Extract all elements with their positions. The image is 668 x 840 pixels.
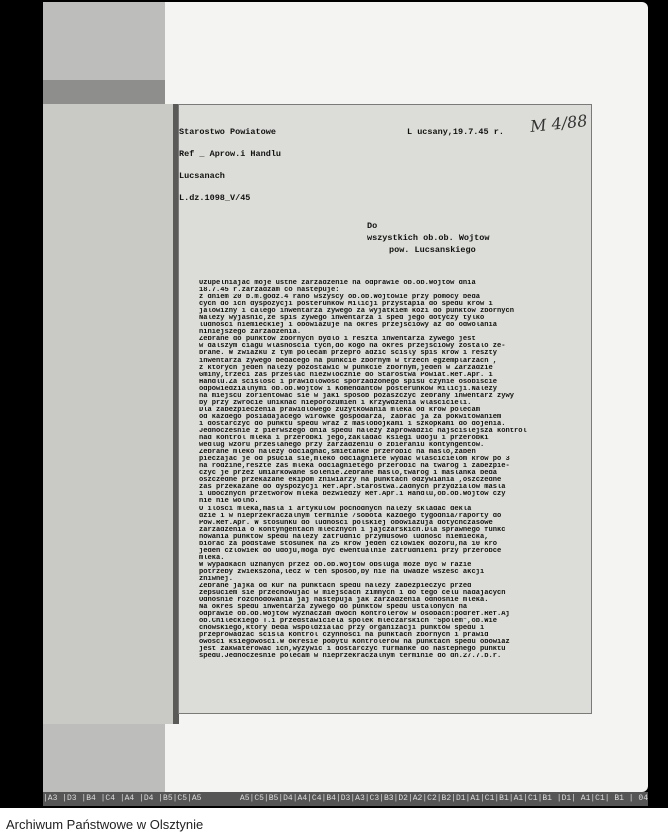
body-line: mleka. <box>199 554 225 562</box>
body-line: jalowizny i calego inwentarza zywego za wyjatkiem kozi do punktow zbornych <box>199 308 515 316</box>
body-line: Nalezy wyjasnic,ze spis zywego inwentarza i sped jego dotyczy tylko <box>199 315 485 323</box>
scale-left: |A3 |D3 |B4 |C4 |A4 |D4 |B5|C5|A5 <box>43 794 202 803</box>
body-line: na miejscu zorientowac sie w jaki sposob pozaszczyc zebrany inwentarz zywy <box>199 392 515 400</box>
body-line: od kazdego posiadajacego wirowke gospodarza, zabrac ja za pokwitowaniem <box>199 413 502 421</box>
body-line: Pow.Ref.Apr. W stosunku do ludnosci polskiej obowiazuja dotychczasowe <box>199 519 493 527</box>
body-line: nowania punktow spedu nalezy zatrudnic przymusowo ludnosc niemiecka, <box>199 533 489 541</box>
folder-band <box>43 80 165 104</box>
department-name: Ref _ Aprow.i Handlu <box>179 149 282 159</box>
body-line: zas przekazane do dyspozycji Ref.Apr.Starostwa.Zadnych przydzialow masla <box>199 484 506 492</box>
body-line: owosci ksiegowosci.W okresie pobytu Kontrolerow na punktach spedu obowiaz <box>199 639 510 647</box>
archive-name: Archiwum Państwowe w Olsztynie <box>6 817 204 832</box>
body-line: przeprowadzac scisla kontrol czynnosci na punktach zbornych i prawid <box>199 632 489 640</box>
body-line: Zebrane mleko nalezy odciagnac,smietanke przerobic na maslo,zaben <box>199 449 476 457</box>
body-line: i dostarczyc do punktu spedu wraz z maslobojkami i szkopkami do dojenia. <box>199 420 506 428</box>
film-edge <box>0 0 43 808</box>
footer-bar <box>0 808 668 840</box>
body-line: Handlu.Za scislosc i prawidlowosc sporzadzonego spisu czynie osobiscie <box>199 378 497 386</box>
body-line: Jednoczesnie z pierwszego dnia spedu nalezy zaprowadzic najscislejsza kontrol <box>199 427 527 435</box>
office-city: Lucsanach <box>179 171 225 181</box>
body-line: Gminy,trzeci zas przeslac niezwlocznie do Starostwa Powiat.Ref.Apr. i <box>199 371 493 379</box>
body-line: Dla zabezpieczenia prawidlowego zuzytkowania mleka od krow polecam <box>199 406 480 414</box>
body-line: oszczedne przekazane ekipom zniwiarzy na punktach odzywiania ,oszczedne <box>199 477 502 485</box>
body-line: jeden czlowiek do udoju,moga byc ewentualnie zatrudnieni przy przerobce <box>199 547 502 555</box>
body-line: biorac za podstawe stosunek na 25 krow jeden czlowiek dozoru,na 10 kro <box>199 540 497 548</box>
body-line: odprawie ob.ob.Wojtow wyznaczam dwoch Kontrolerow w osobach:podref.Ref.Aj <box>199 611 510 619</box>
film-scale <box>43 792 648 806</box>
body-line: Zebrane do punktow zbornych bydlo i reszta inwentarza zywego jest <box>199 336 476 344</box>
body-line: nad kontrol mleka i przerobki jego,zakladac ksiegi udoju i przerobki <box>199 435 489 443</box>
body-line: chowskiego,ktory beda wspoldzialac przy organizacji punktow spedu i <box>199 625 485 633</box>
body-line: by przy zwrocie uniknac nieporozumien i krzywdzenia wlascicieli. <box>199 399 472 407</box>
folder-front <box>43 104 173 724</box>
body-line: z dniem 20 b.m.godz.4 rano wszyscy ob.ob.Wojtowie przy pomocy beda <box>199 294 480 302</box>
body-line: niniejszego zarzadzenia. <box>199 329 302 337</box>
body-line: w dalszym ciagu wlasnoscia tych,do kogo na okres przejsciowy zostalo ze- <box>199 343 506 351</box>
body-line: zniwnej. <box>199 575 234 583</box>
addressee-line2: pow. Lucsanskiego <box>389 245 476 255</box>
addressee-line1: wszystkich ob.ob. Wojtow <box>367 233 490 243</box>
body-line: i ubocznych przetworow mleka bezwiedzy Ref.Apr.i Handlu,ob.ob.Wojtow czy <box>199 491 506 499</box>
body-line: jest zakwaterowac ich,wyzywic i dostarczyc furmanke do nastepnego punktu <box>199 646 506 654</box>
office-name: Starostwo Powiatowe <box>179 127 276 137</box>
body-line: O ilosci mleka,masla i artykulow pochodnych nalezy skladac dekla <box>199 505 472 513</box>
handwritten-mark: M 4/88 <box>529 111 589 136</box>
addressee-to: Do <box>367 221 378 231</box>
body-line: z ktorych jeden nalezy pozostawic w punkcie zbornym,jeden w Zarzadzie <box>199 364 493 372</box>
body-line: wedlug wzoru przeslanego przy zarzadzeniu o zbieraniu kontyngentow. <box>199 442 485 450</box>
body-line: Zebrane jajka od kur na punktach spedu nalezy zabezpieczyc przed <box>199 583 472 591</box>
body-line: pieczajac je od psucia sie,mleko odciagniete wydac wlascicielom krow po 3 <box>199 456 510 464</box>
body-line: odpowiedzialnymi ob.ob.Wojtow i Komendantow posterunkow Milicji.Nalezy <box>199 385 497 393</box>
document-date: L ucsany,19.7.45 r. <box>407 127 504 137</box>
letter-body <box>199 280 585 661</box>
body-line: na rodzine,reszte zas mleka odciagnietego przerobic na twarog i zabezpie- <box>199 463 510 471</box>
body-line: W wypadkach uznanych przez ob.ob.Wojtow obsluga moze byc w razie <box>199 561 472 569</box>
body-line: ludnosci niemieckiej i obowiazuje na okres przejsciowy az do odwolania <box>199 322 497 330</box>
body-line: brane. W zwiazku z tym polecam przepro adzic scisly spis krow i reszty <box>199 350 497 358</box>
body-line: zarzadzenia o kontyngentach mlecznych i jajczarskich.Dla sprawnego funkc <box>199 526 506 534</box>
body-line: 18.7.45 r.zarzadzam co nastepuje: <box>199 287 340 295</box>
body-line: zepsuciem sie przechowujac w miejscach zimnych i do tego celu nadajacych <box>199 590 506 598</box>
case-number: L.dz.1098_V/45 <box>179 193 251 203</box>
body-line: ob.Chileckiego T.i przedstawiciela spolek mleczarskich "Spolem",ob.Wie <box>199 618 497 626</box>
body-line: Uzupelniajac moje ustne zarzadzenie na odprawie ob.ob.Wojtow dnia <box>199 280 476 287</box>
body-line: dzie i w nieprzekraczalnym terminie /sobota kazdego tygodnia/raporty do <box>199 512 502 520</box>
body-line: Odnosnie rozchodowania jaj nastepuja jak zarzadzenia odnosnie mleka. <box>199 597 489 605</box>
scale-right: A5|C5|B5|D4|A4|C4|B4|D3|A3|C3|B3|D2|A2|C2|B2|D1|A1|C1|B1|A1|C1|B1 |D1| A1|C1| B1 | 04 <box>239 794 648 803</box>
body-line: cych do ich dyspozycji posterunkow Milicji przystapia do spedu krow i <box>199 301 493 309</box>
body-line: Na okres spedu inwentarza zywego do punktow spedu ustalonych na <box>199 604 468 612</box>
body-line: potrzeby zwiekszona,lecz w ten sposob,by nie na uwadze wszesc akcji <box>199 568 485 576</box>
document-page <box>178 104 592 714</box>
body-line: nie nie wolno. <box>199 498 259 506</box>
body-line: spedu.Jednoczesnie polecam w nieprzekraczalnym terminie do dn.27.7.b.r. <box>199 653 502 661</box>
body-line: inwentarza zywego bedacego na punkcie zbornym w trzech egzemplarzach , <box>199 357 497 365</box>
body-line: czyc je przez umiarkowane solenie.Zebrane maslo,twarog i maslanka beda <box>199 470 497 478</box>
